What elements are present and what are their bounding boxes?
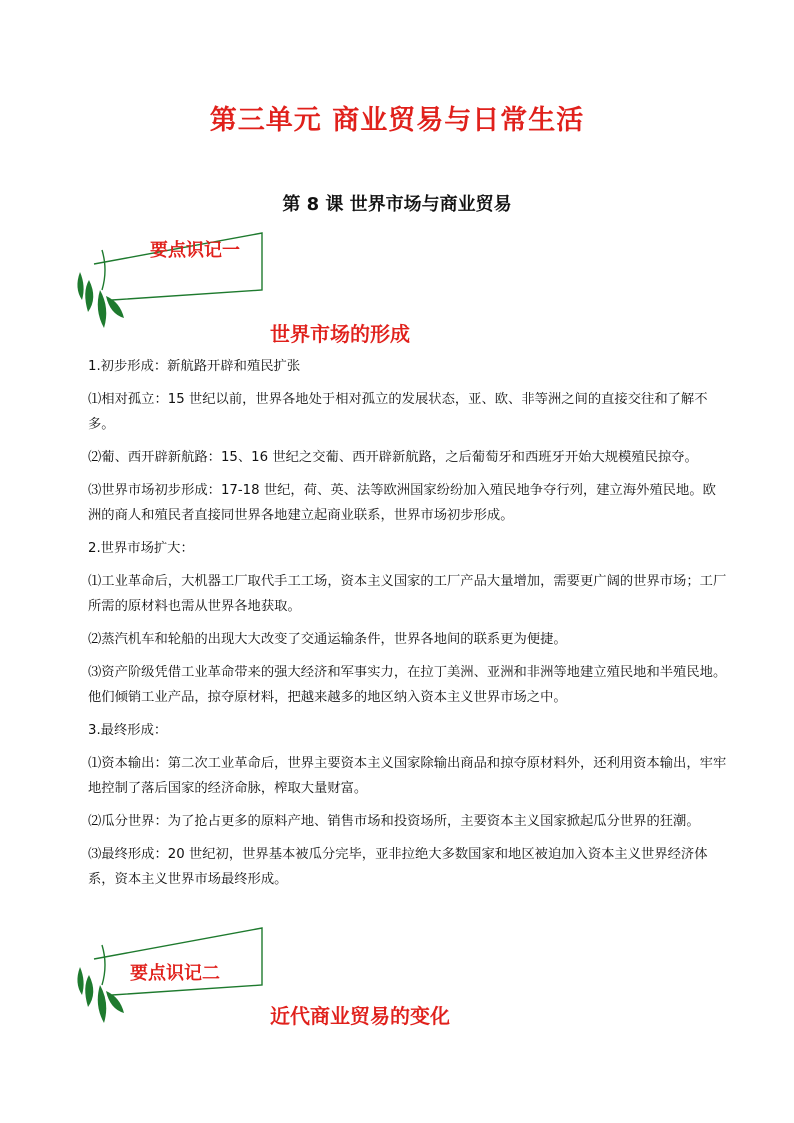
badge-label: 要点识记一 bbox=[150, 240, 240, 261]
paragraph: ⑵蒸汽机车和轮船的出现大大改变了交通运输条件，世界各地间的联系更为便捷。 bbox=[88, 632, 567, 647]
paragraph: ⑵葡、西开辟新航路：15、16 世纪之交葡、西开辟新航路，之后葡萄牙和西班牙开始大规模殖民掠夺。 bbox=[88, 450, 698, 465]
paragraph: 2.世界市场扩大： bbox=[88, 541, 194, 556]
paragraph: ⑵瓜分世界：为了抢占更多的原料产地、销售市场和投资场所，主要资本主义国家掀起瓜分世界的狂潮。 bbox=[88, 814, 700, 829]
section-title-modern-trade: 近代商业贸易的变化 bbox=[270, 1004, 450, 1028]
paragraph: ⑴相对孤立：15 世纪以前，世界各地处于相对孤立的发展状态，亚、欧、非等洲之间的直接交往和了解不多。 bbox=[88, 392, 708, 432]
paragraph: ⑶世界市场初步形成：17-18 世纪，荷、英、法等欧洲国家纷纷加入殖民地争夺行列，建立海外殖民地。欧洲的商人和殖民者直接同世界各地建立起商业联系，世界市场初步形成。 bbox=[88, 483, 716, 523]
key-point-badge-2 bbox=[72, 925, 272, 1035]
paragraph: 3.最终形成： bbox=[88, 723, 168, 738]
key-point-badge-1 bbox=[72, 230, 272, 340]
section-title-world-market: 世界市场的形成 bbox=[270, 322, 410, 346]
unit-title: 第三单元 商业贸易与日常生活 bbox=[209, 105, 585, 136]
paragraph: 1.初步形成：新航路开辟和殖民扩张 bbox=[88, 359, 301, 374]
paragraph: ⑶资产阶级凭借工业革命带来的强大经济和军事实力，在拉丁美洲、亚洲和非洲等地建立殖民地和半殖民地。他们倾销工业产品，掠夺原材料，把越来越多的地区纳入资本主义世界市场之中。 bbox=[88, 665, 727, 705]
badge-label: 要点识记二 bbox=[130, 963, 220, 984]
paragraph: ⑴工业革命后，大机器工厂取代手工工场，资本主义国家的工厂产品大量增加，需要更广阔的世界市场；工厂所需的原材料也需从世界各地获取。 bbox=[88, 574, 727, 614]
lesson-title: 第 8 课 世界市场与商业贸易 bbox=[282, 194, 512, 215]
section-body bbox=[88, 350, 728, 896]
paragraph: ⑶最终形成：20 世纪初，世界基本被瓜分完毕，亚非拉绝大多数国家和地区被迫加入资本主义世界经济体系，资本主义世界市场最终形成。 bbox=[88, 847, 708, 887]
paragraph: ⑴资本输出：第二次工业革命后，世界主要资本主义国家除输出商品和掠夺原材料外，还利用资本输出，牢牢地控制了落后国家的经济命脉，榨取大量财富。 bbox=[88, 756, 727, 796]
